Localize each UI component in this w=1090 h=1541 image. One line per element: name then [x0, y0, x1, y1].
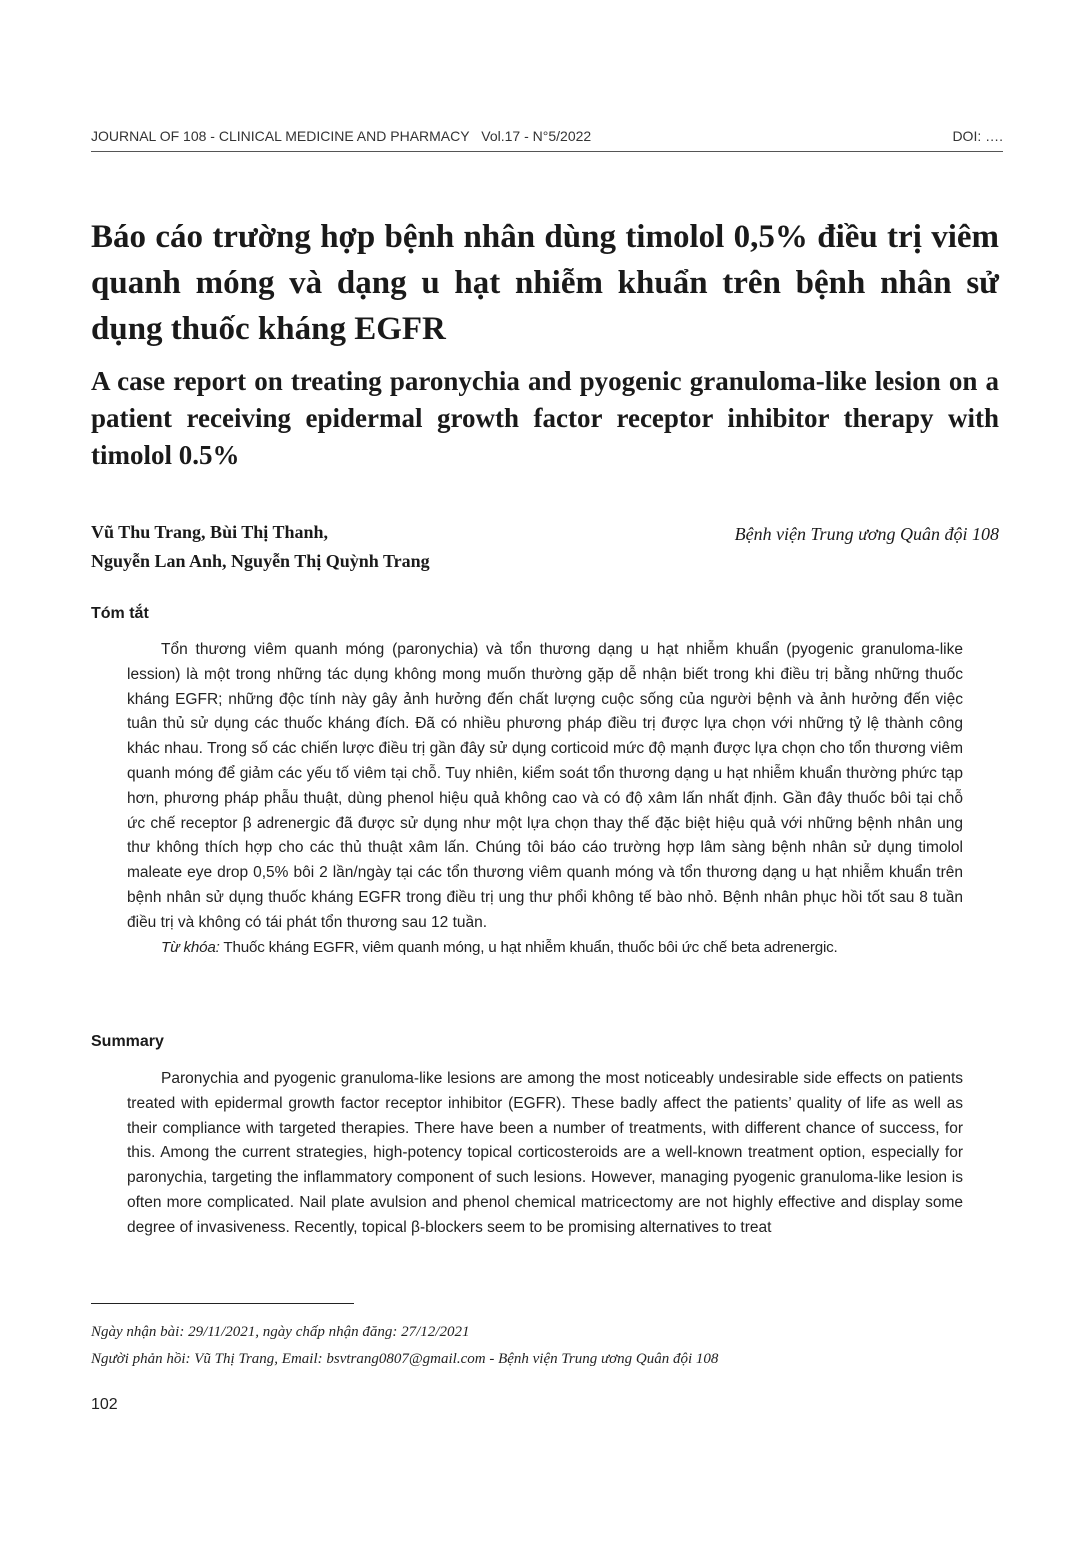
- abstract-english: [127, 1067, 963, 1241]
- journal-name-and-volume: [91, 128, 591, 144]
- running-header: [91, 128, 1003, 150]
- title-english: A case report on treating paronychia and pyogenic granuloma-like lesion on a patient receiving epidermal growth factor receptor inhibitor therapy with timolol 0.5%: [91, 366, 999, 470]
- footnotes: [91, 1319, 1001, 1373]
- keywords-label: Từ khóa:: [161, 938, 220, 956]
- header-divider: [91, 151, 1003, 152]
- author-line-1: Vũ Thu Trang, Bùi Thị Thanh,: [91, 522, 328, 542]
- author-list: [91, 518, 611, 576]
- abstract-vietnamese: [127, 638, 963, 960]
- footnote-divider: [91, 1303, 354, 1304]
- affiliation: Bệnh viện Trung ương Quân đội 108: [734, 524, 999, 544]
- doi: DOI: ….: [952, 128, 1003, 144]
- abstract-vi-heading: Tóm tắt: [91, 605, 149, 622]
- abstract-vi-body: Tổn thương viêm quanh móng (paronychia) và tổn thương dạng u hạt nhiễm khuẩn (pyogenic granuloma-like lession) là một trong những tác dụng không mong muốn thường gặp dễ nhận biết trong khi điều trị bằng những thuốc kháng EGFR; những độc tính này gây ảnh hưởng đến chất lượng cuộc sống của người bệnh và ảnh hưởng đến việc tuân thủ sử dụng các thuốc kháng đích. Đã có nhiều phương pháp điều trị được lựa chọn với những tỷ lệ thành công khác nhau. Trong số các chiến lược điều trị gần đây sử dụng corticoid mức độ mạnh được lựa chọn cho tổn thương viêm quanh móng để giảm các yếu tố viêm tại chỗ. Tuy nhiên, kiểm soát tổn thương dạng u hạt nhiễm khuẩn thường phức tạp hơn, phương pháp phẫu thuật, dùng phenol hiệu quả không cao và có độ xâm lấn nhất định. Gần đây thuốc bôi tại chỗ ức chế receptor β adrenergic đã được sử dụng như một lựa chọn thay thế đặc biệt hiệu quả với những bệnh nhân ung thư không thích hợp cho các thủ thuật xâm lấn. Chúng tôi báo cáo trường hợp lâm sàng bệnh nhân sử dụng timolol maleate eye drop 0,5% bôi 2 lần/ngày tại các tổn thương viêm quanh móng và tổn thương dạng u hạt nhiễm khuẩn trên bệnh nhân sử dụng thuốc kháng EGFR trong điều trị ung thư phổi không tế bào nhỏ. Bệnh nhân phục hồi tốt sau 8 tuần điều trị và không có tái phát tổn thương sau 12 tuần.: [127, 641, 963, 931]
- keywords-line: [127, 936, 963, 961]
- title-vietnamese: Báo cáo trường hợp bệnh nhân dùng timolol 0,5% điều trị viêm quanh móng và dạng u hạt nhiễm khuẩn trên bệnh nhân sử dụng thuốc kháng EGFR: [91, 219, 999, 347]
- footnote-received: Ngày nhận bài: 29/11/2021, ngày chấp nhận đăng: 27/12/2021: [91, 1324, 470, 1340]
- abstract-en-body: Paronychia and pyogenic granuloma-like lesions are among the most noticeably undesirable side effects on patients treated with epidermal growth factor receptor inhibitor (EGFR). These badly affect the patients’ quality of life as well as their compliance with targeted therapies. There have been a number of treatments, with different chance of success, for this. Among the current strategies, high-potency topical corticosteroids are a well-known treatment option, especially for paronychia, targeting the inflammatory component of such lesions. However, managing pyogenic granuloma-like lesion is often more complicated. Nail plate avulsion and phenol chemical matricectomy are not highly effective and display some degree of invasiveness. Recently, topical β-blockers seem to be promising alternatives to treat: [127, 1070, 963, 1236]
- journal-volume: Vol.17 - N°5/2022: [481, 128, 592, 144]
- keywords-text: Thuốc kháng EGFR, viêm quanh móng, u hạt nhiễm khuẩn, thuốc bôi ức chế beta adrenergic.: [219, 938, 838, 956]
- author-line-2: Nguyễn Lan Anh, Nguyễn Thị Quỳnh Trang: [91, 551, 430, 571]
- abstract-en-heading: Summary: [91, 1033, 164, 1050]
- footnote-corresponding: Người phản hồi: Vũ Thị Trang, Email: bsvtrang0807@gmail.com - Bệnh viện Trung ương Quân đội 108: [91, 1351, 719, 1367]
- journal-name: JOURNAL OF 108 - CLINICAL MEDICINE AND PHARMACY: [91, 128, 470, 144]
- page-number: 102: [91, 1396, 118, 1413]
